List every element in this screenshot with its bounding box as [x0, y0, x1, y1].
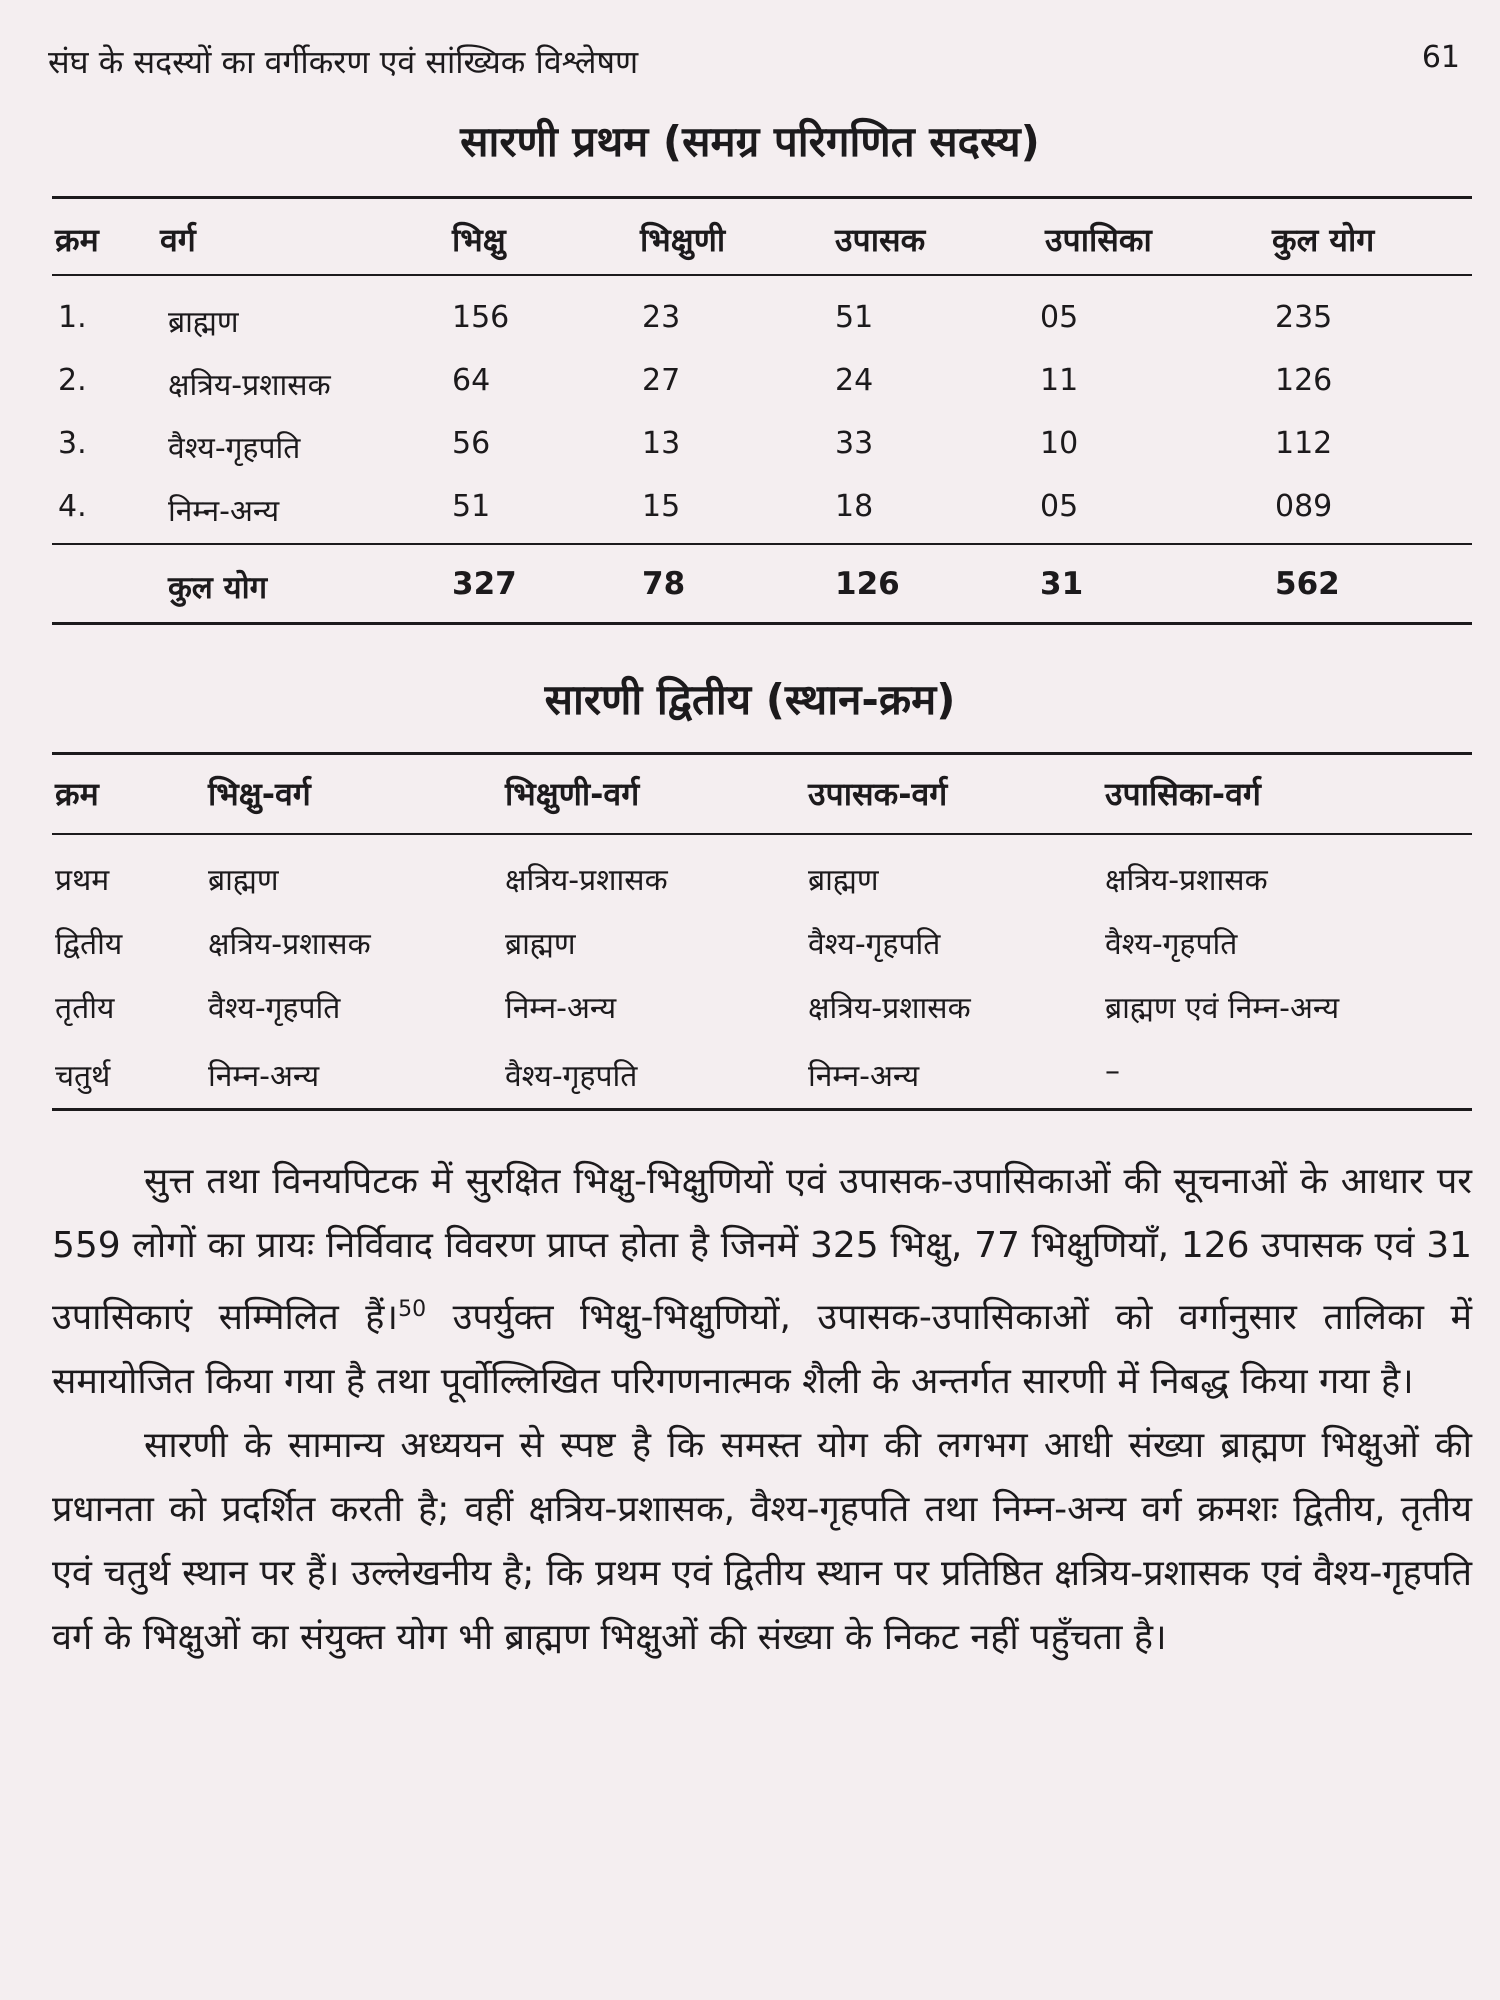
- table2-cell: वैश्य-गृहपति: [1105, 927, 1238, 962]
- paragraph: [52, 1150, 1472, 1414]
- table2-cell: प्रथम: [55, 863, 110, 898]
- table1-cell: 1.: [58, 300, 87, 335]
- table1-title: सारणी प्रथम (समग्र परिगणित सदस्य): [460, 117, 1040, 166]
- paragraph-text: उपर्युक्त भिक्षु-भिक्षुणियों, उपासक-उपासिकाओं को वर्गानुसार तालिका में समायोजित किया गया है तथा पूर्वोल्लिखित परिगणनात्मक शैली के अन्तर्गत सारणी में निबद्ध किया गया है।: [52, 1297, 1472, 1402]
- table2-cell: क्षत्रिय-प्रशासक: [808, 991, 971, 1026]
- table1-total-cell: 78: [642, 566, 686, 602]
- table1-header-rule: [52, 274, 1472, 276]
- running-head: संघ के सदस्यों का वर्गीकरण एवं सांख्यिक विश्लेषण: [48, 43, 639, 81]
- table1-col-header: उपासिका: [1045, 221, 1152, 259]
- table1-total-cell: 327: [452, 566, 517, 602]
- table2-cell: वैश्य-गृहपति: [505, 1059, 638, 1094]
- table1-col-header: भिक्षुणी: [640, 221, 726, 259]
- table1-cell: 23: [642, 300, 681, 335]
- table1-cell: 089: [1275, 489, 1333, 524]
- table1-cell: वैश्य-गृहपति: [168, 431, 301, 466]
- table1-cell: 112: [1275, 426, 1333, 461]
- table1-cell: 156: [452, 300, 510, 335]
- table1-cell: 4.: [58, 489, 87, 524]
- table1-cell: 3.: [58, 426, 87, 461]
- table2-cell: –: [1105, 1054, 1120, 1089]
- table2-cell: द्वितीय: [55, 927, 123, 962]
- table2-top-rule: [52, 752, 1472, 755]
- table2-col-header: भिक्षु-वर्ग: [208, 775, 311, 813]
- table1-cell: 05: [1040, 489, 1079, 524]
- table2-header-rule: [52, 833, 1472, 835]
- table1-cell: 10: [1040, 426, 1079, 461]
- table2-cell: वैश्य-गृहपति: [808, 927, 941, 962]
- table2-col-header: उपासक-वर्ग: [808, 775, 948, 813]
- table2-cell: ब्राह्मण एवं निम्न-अन्य: [1105, 991, 1340, 1026]
- table1-cell: 51: [452, 489, 491, 524]
- table2-cell: ब्राह्मण: [208, 863, 279, 898]
- table1-bottom-rule: [52, 622, 1472, 625]
- table1-cell: 51: [835, 300, 874, 335]
- table2-cell: निम्न-अन्य: [808, 1059, 920, 1094]
- table1-cell: 13: [642, 426, 681, 461]
- table1-cell: 15: [642, 489, 681, 524]
- table1-cell: 235: [1275, 300, 1333, 335]
- table2-cell: निम्न-अन्य: [505, 991, 617, 1026]
- table1-cell: 56: [452, 426, 491, 461]
- table1-col-header: उपासक: [835, 221, 926, 259]
- table2-col-header: क्रम: [55, 775, 99, 813]
- table2-col-header: भिक्षुणी-वर्ग: [505, 775, 640, 813]
- paragraph: सारणी के सामान्य अध्ययन से स्पष्ट है कि समस्त योग की लगभग आधी संख्या ब्राह्मण भिक्षुओं की प्रधानता को प्रदर्शित करती है; वहीं क्षत्रिय-प्रशासक, वैश्य-गृहपति तथा निम्न-अन्य वर्ग क्रमशः द्वितीय, तृतीय एवं चतुर्थ स्थान पर हैं। उल्लेखनीय है; कि प्रथम एवं द्वितीय स्थान पर प्रतिष्ठित क्षत्रिय-प्रशासक एवं वैश्य-गृहपति वर्ग के भिक्षुओं का संयुक्त योग भी ब्राह्मण भिक्षुओं की संख्या के निकट नहीं पहुँचता है।: [52, 1425, 1472, 1658]
- table2-title: सारणी द्वितीय (स्थान-क्रम): [544, 675, 956, 724]
- table1-cell: 126: [1275, 363, 1333, 398]
- table1-cell: 2.: [58, 363, 87, 398]
- table1-cell: क्षत्रिय-प्रशासक: [168, 368, 331, 403]
- table1-top-rule: [52, 196, 1472, 199]
- table1-total-label: कुल योग: [168, 570, 268, 606]
- table2-cell: क्षत्रिय-प्रशासक: [505, 863, 668, 898]
- table1-cell: ब्राह्मण: [168, 305, 239, 340]
- table1-total-cell: 31: [1040, 566, 1084, 602]
- table2-cell: चतुर्थ: [55, 1059, 111, 1094]
- paragraph-text: सुत्त तथा विनयपिटक में सुरक्षित भिक्षु-भिक्षुणियों एवं उपासक-उपासिकाओं की सूचनाओं के आधार पर 559 लोगों का प्रायः निर्विवाद विवरण प्राप्त होता है जिनमें 325 भिक्षु, 77 भिक्षुणियाँ, 126 उपासक एवं 31 उपासिकाएं सम्मिलित हैं।: [52, 1161, 1472, 1338]
- table1-cell: निम्न-अन्य: [168, 494, 280, 529]
- table2-cell: निम्न-अन्य: [208, 1059, 320, 1094]
- table1-cell: 18: [835, 489, 874, 524]
- table1-cell: 24: [835, 363, 874, 398]
- table1-total-cell: 126: [835, 566, 900, 602]
- page-number: 61: [1421, 40, 1460, 75]
- table2-bottom-rule: [52, 1108, 1472, 1111]
- table1-cell: 27: [642, 363, 681, 398]
- table1-cell: 64: [452, 363, 491, 398]
- table1-cell: 33: [835, 426, 874, 461]
- table1-col-header: भिक्षु: [452, 221, 506, 259]
- table1-col-header: क्रम: [55, 221, 99, 259]
- table1-cell: 11: [1040, 363, 1079, 398]
- table1-total-cell: 562: [1275, 566, 1340, 602]
- table2-cell: क्षत्रिय-प्रशासक: [1105, 863, 1268, 898]
- footnote-reference: 50: [398, 1297, 427, 1322]
- table2-col-header: उपासिका-वर्ग: [1105, 775, 1261, 813]
- table2-cell: क्षत्रिय-प्रशासक: [208, 927, 371, 962]
- table1-col-header: कुल योग: [1272, 221, 1375, 259]
- body-text: [52, 1150, 1472, 1670]
- table2-cell: ब्राह्मण: [808, 863, 879, 898]
- table1-col-header: वर्ग: [160, 221, 196, 259]
- table2-cell: ब्राह्मण: [505, 927, 576, 962]
- table2-cell: वैश्य-गृहपति: [208, 991, 341, 1026]
- table1-cell: 05: [1040, 300, 1079, 335]
- table2-cell: तृतीय: [55, 991, 115, 1026]
- table1-total-rule: [52, 543, 1472, 545]
